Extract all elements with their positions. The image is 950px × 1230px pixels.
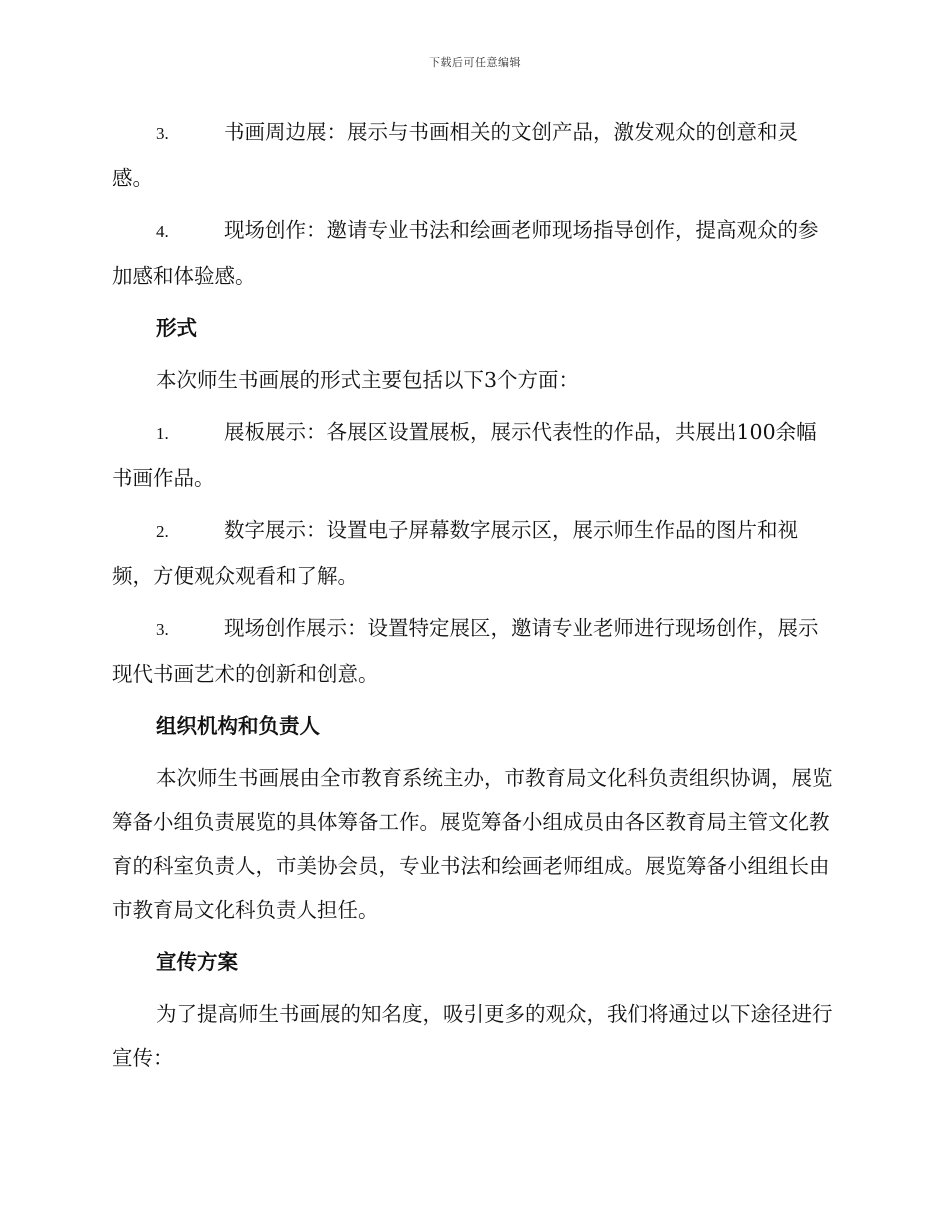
organization-paragraph: 本次师生书画展由全市教育系统主办，市教育局文化科负责组织协调，展览筹备小组负责展览的具体筹备工作。展览筹备小组成员由各区教育局主管文化教育的科室负责人，市美协会员，专业书法和绘画老师组成。展览筹备小组组长由市教育局文化科负责人担任。 bbox=[112, 766, 833, 922]
list-item bbox=[112, 606, 834, 696]
list-item-text: 现场创作展示：设置特定展区，邀请专业老师进行现场创作，展示现代书画艺术的创新和创意。 bbox=[112, 616, 819, 686]
list-item bbox=[112, 410, 834, 500]
page-header: 下载后可任意编辑 bbox=[429, 56, 521, 69]
section-heading-organization: 组织机构和负责人 bbox=[156, 714, 320, 738]
section-heading-form: 形式 bbox=[156, 316, 197, 340]
list-item-text: 书画周边展：展示与书画相关的文创产品，激发观众的创意和灵感。 bbox=[112, 120, 798, 190]
list-item-number: 3. bbox=[156, 124, 169, 143]
list-item bbox=[112, 508, 834, 598]
list-item-text: 现场创作：邀请专业书法和绘画老师现场指导创作，提高观众的参加感和体验感。 bbox=[112, 218, 819, 288]
list-item-number: 3. bbox=[156, 620, 169, 639]
list-item-number: 2. bbox=[156, 522, 169, 541]
section-heading-publicity: 宣传方案 bbox=[156, 950, 238, 974]
publicity-paragraph: 为了提高师生书画展的知名度，吸引更多的观众，我们将通过以下途径进行宣传： bbox=[112, 1002, 833, 1070]
list-item bbox=[112, 110, 834, 200]
list-item-text: 展板展示：各展区设置展板，展示代表性的作品，共展出100余幅书画作品。 bbox=[112, 420, 817, 490]
document-body bbox=[112, 110, 834, 1088]
list-item-number: 4. bbox=[156, 222, 169, 241]
list-item-number: 1. bbox=[156, 424, 169, 443]
list-item-text: 数字展示：设置电子屏幕数字展示区，展示师生作品的图片和视频，方便观众观看和了解。 bbox=[112, 518, 798, 588]
list-item bbox=[112, 208, 834, 298]
form-intro-paragraph: 本次师生书画展的形式主要包括以下3个方面： bbox=[156, 368, 580, 392]
